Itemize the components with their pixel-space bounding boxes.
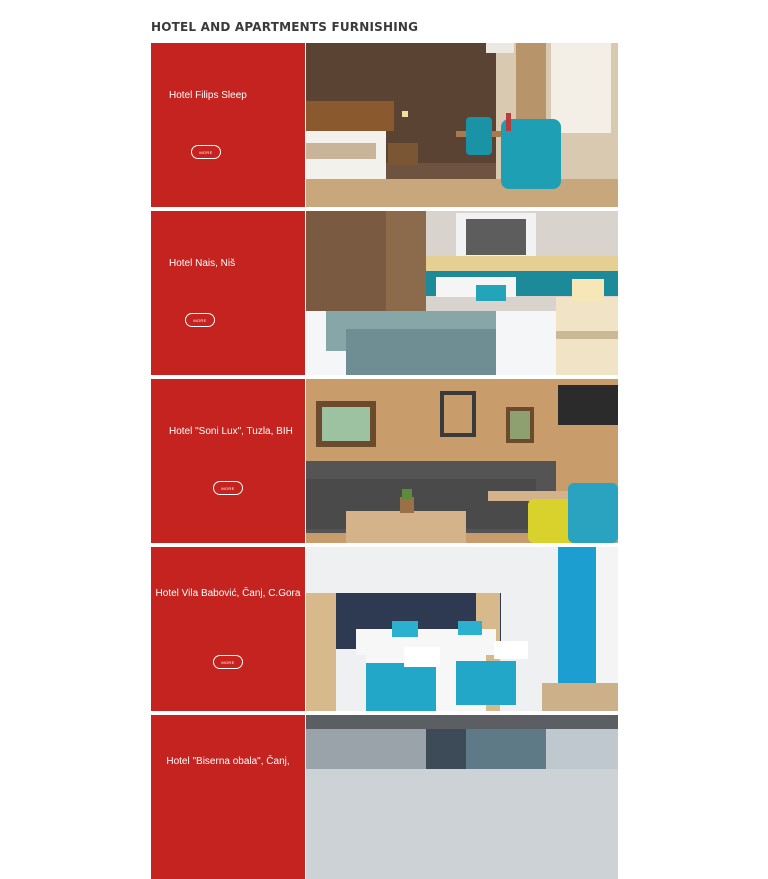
section-title: HOTEL AND APARTMENTS FURNISHING [151,20,419,34]
more-button[interactable]: MORE [213,481,243,495]
hotel-room-photo[interactable] [306,43,618,207]
hotel-card[interactable] [151,715,618,879]
hotel-room-photo[interactable] [306,715,618,879]
hotel-card-panel [151,547,305,711]
hotel-card[interactable] [151,43,618,207]
more-button[interactable]: MORE [213,655,243,669]
more-button[interactable]: MORE [191,145,221,159]
hotel-card[interactable] [151,379,618,543]
hotel-name: Hotel Filips Sleep [169,90,247,101]
hotel-card-panel [151,379,305,543]
hotel-card[interactable] [151,211,618,375]
hotel-card-panel [151,211,305,375]
hotel-card-panel [151,715,305,879]
hotel-name: Hotel "Biserna obala", Čanj, [166,756,290,767]
hotel-card[interactable] [151,547,618,711]
hotel-name: Hotel "Soni Lux", Tuzla, BIH [169,426,293,437]
more-button[interactable]: MORE [185,313,215,327]
hotel-name: Hotel Vila Babović, Čanj, C.Gora [155,588,301,599]
hotel-card-panel [151,43,305,207]
hotel-lounge-photo[interactable] [306,379,618,543]
hotel-twin-room-photo[interactable] [306,547,618,711]
hotel-name: Hotel Nais, Niš [169,258,236,269]
hotel-room-photo[interactable] [306,211,618,375]
